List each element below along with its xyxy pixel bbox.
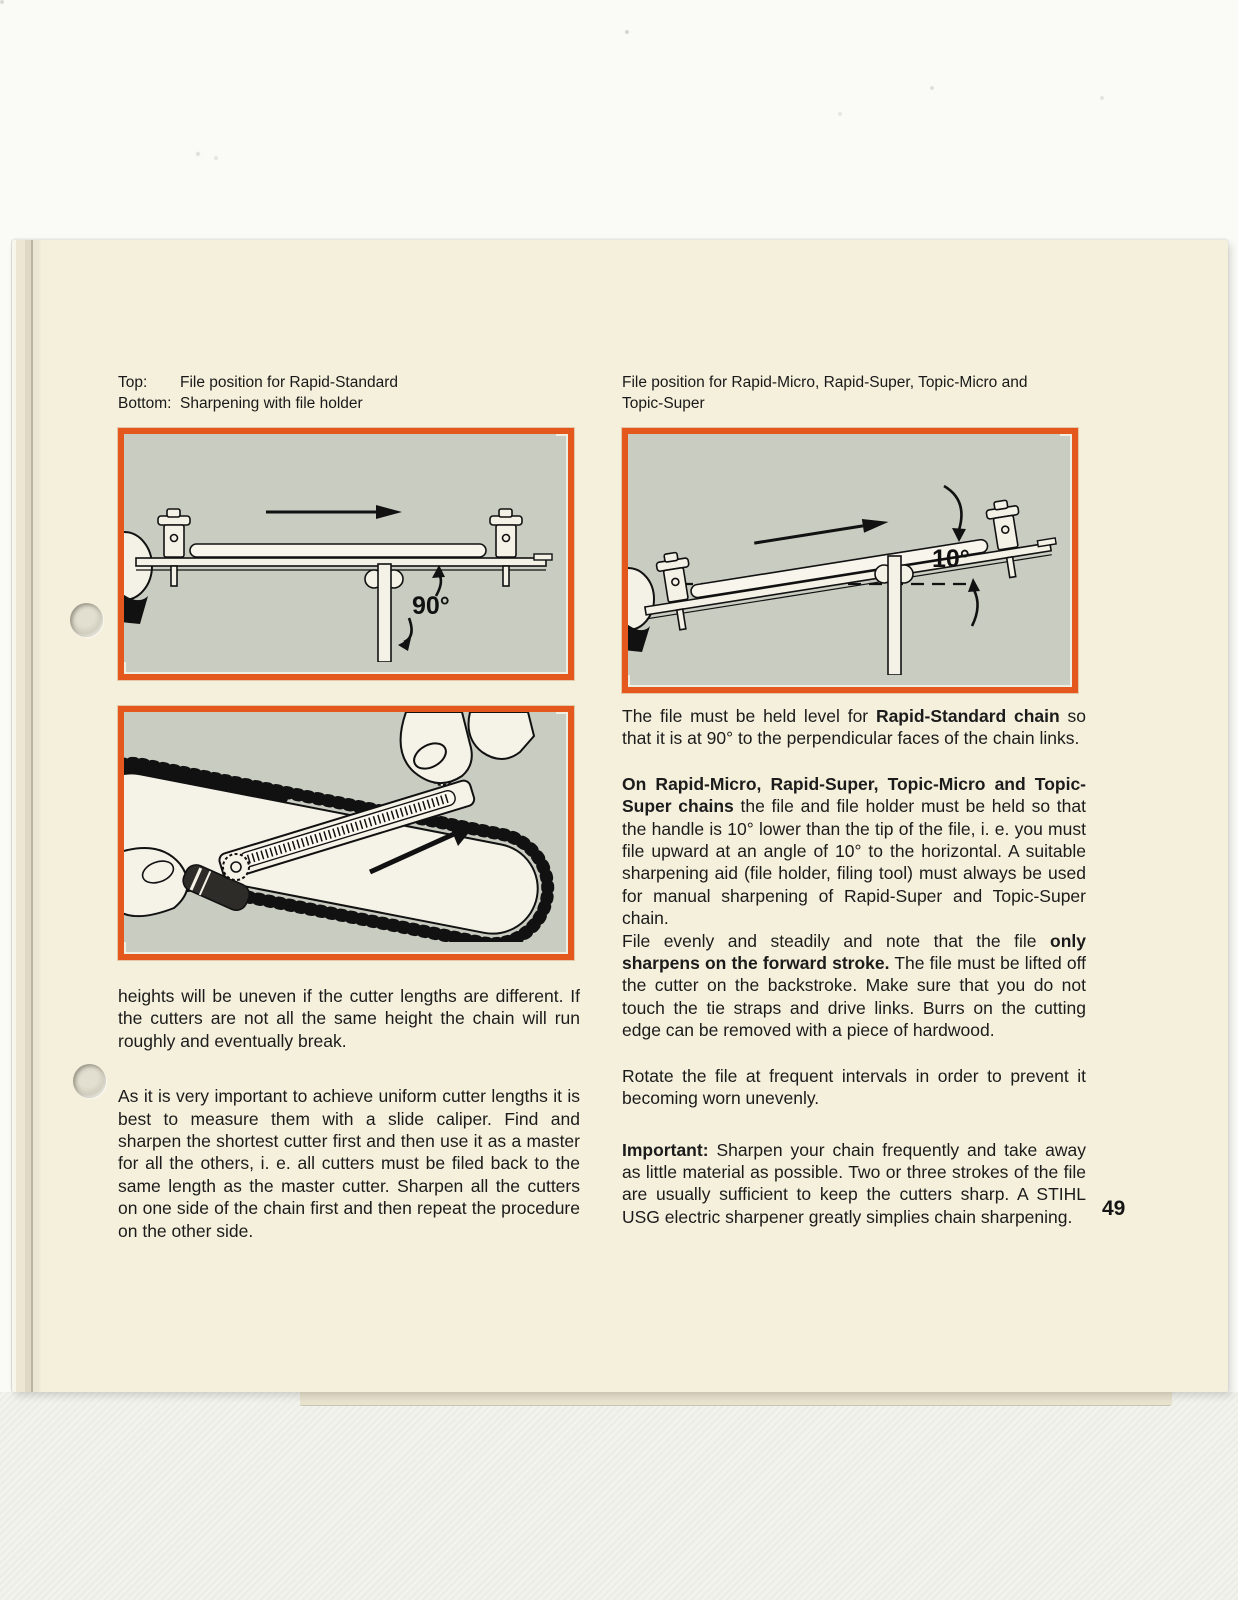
caption-left xyxy=(118,373,588,414)
paragraph: On Rapid-Micro, Rapid-Super, Topic-Micro and Topic-Super chains the file and file holder must be held so that the handle is 10° lower than the tip of the file, i. e. you must file upward at an angle of 10° to the horizontal. A suitable sharpening aid (file holder, filing tool) must always be used for manual sharpening of Rapid-Super and Topic-Super chain. xyxy=(622,773,1086,929)
figure-sharpening-with-file-holder xyxy=(118,706,574,960)
paragraph: Rotate the file at frequent intervals in order to prevent it becoming worn unevenly. xyxy=(622,1065,1086,1109)
illustration-file-holder-on-chain xyxy=(124,712,556,942)
paragraph: heights will be uneven if the cutter lengths are different. If the cutters are not all the same height the chain will run roughly and eventually break. xyxy=(118,986,580,1051)
next-page-edge xyxy=(300,1392,1172,1406)
right-text-column xyxy=(622,705,1086,1228)
figure-file-position-rapid-standard xyxy=(118,428,574,680)
scanner-background xyxy=(0,1392,1238,1600)
angle-label-10: 10° xyxy=(932,545,970,573)
illustration-file-10deg xyxy=(628,434,1060,675)
paragraph: As it is very important to achieve uniform cutter lengths it is best to measure them with a slide caliper. Find and sharpen the shortest cutter first and then use it as a master for all the others, i. e. all cutters must be filed back to the same length as the master cutter. Sharpen all the cutters on one side of the chain first and then repeat the procedure on the other side. xyxy=(118,1086,580,1241)
left-text-column xyxy=(118,985,580,1242)
caption-right: File position for Rapid-Micro, Rapid-Super, Topic-Micro and Topic-Super xyxy=(622,374,1028,412)
scan-speck-artifacts xyxy=(0,0,4,4)
page-number: 49 xyxy=(1102,1197,1126,1220)
manual-page xyxy=(12,240,1228,1392)
caption-left-text-bottom: Sharpening with file holder xyxy=(180,394,363,412)
paragraph: Important: Sharpen your chain frequently and take away as little material as possible. Two or three strokes of the file are usually sufficient to keep the cutters sharp. A STIHL USG electric sharpener greatly simplies chain sharpening. xyxy=(622,1139,1086,1227)
caption-left-text-top: File position for Rapid-Standard xyxy=(180,374,398,391)
paragraph: The file must be held level for Rapid-Standard chain so that it is at 90° to the perpendicular faces of the chain links. xyxy=(622,706,1086,749)
illustration-file-level-90deg xyxy=(124,434,556,662)
angle-label-90: 90° xyxy=(412,592,450,620)
page-spine-edge xyxy=(12,240,42,1392)
binder-hole xyxy=(70,603,103,637)
paragraph: File evenly and steadily and note that the file only sharpens on the forward stroke. The file must be lifted off the cutter on the backstroke. Make sure that you do not touch the tie straps and drive links. Burrs on the cutting edge can be removed with a piece of hardwood. xyxy=(622,930,1086,1041)
file xyxy=(190,544,486,557)
binder-hole xyxy=(73,1064,106,1098)
figure-file-position-rapid-micro-super xyxy=(622,428,1078,693)
caption-left-label-bottom: Bottom: xyxy=(118,394,172,412)
caption-left-label-top: Top: xyxy=(118,374,148,391)
